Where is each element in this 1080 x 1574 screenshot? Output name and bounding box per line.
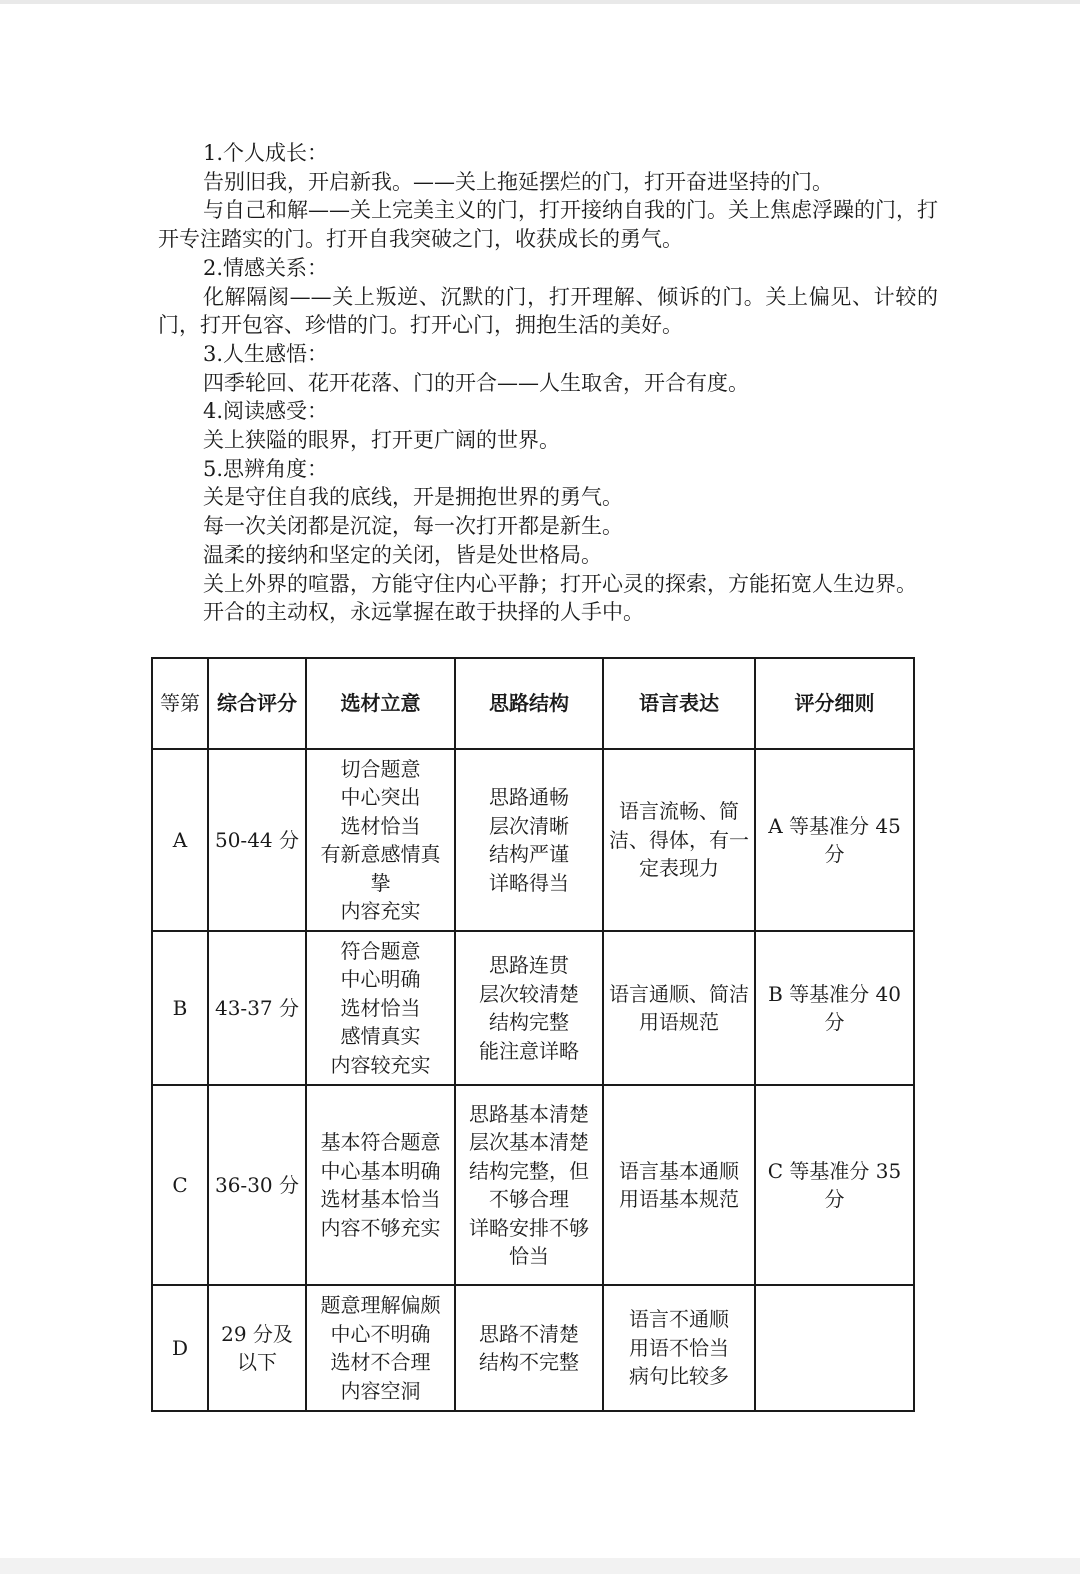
page-top-edge (0, 0, 1080, 4)
section-heading: 2.情感关系： (203, 255, 329, 280)
language-cell: 语言通顺、简洁 用语规范 (603, 931, 755, 1085)
table-header-row (152, 658, 914, 749)
text-line: 四季轮回、花开花落、门的开合——人生取舍，开合有度。 (203, 370, 749, 395)
rule-cell (755, 1285, 914, 1411)
grade-cell: C (152, 1085, 208, 1285)
rule-cell: A 等基准分 45 分 (755, 749, 914, 931)
structure-cell: 思路连贯 层次较清楚 结构完整 能注意详略 (455, 931, 603, 1085)
section-heading: 5.思辨角度： (203, 456, 329, 481)
score-cell: 50-44 分 (208, 749, 306, 931)
section-heading: 1.个人成长： (203, 141, 329, 165)
topic-cell: 题意理解偏颇 中心不明确 选材不合理 内容空洞 (306, 1285, 455, 1411)
header-language: 语言表达 (603, 658, 755, 749)
score-cell: 43-37 分 (208, 931, 306, 1085)
table-row (152, 1285, 914, 1411)
table-row (152, 1085, 914, 1285)
header-topic: 选材立意 (306, 658, 455, 749)
text-line: 关上外界的喧嚣，方能守住内心平静；打开心灵的探索，方能拓宽人生边界。 (203, 571, 917, 596)
section-heading: 4.阅读感受： (203, 399, 329, 424)
topic-cell: 切合题意 中心突出 选材恰当 有新意感情真挚 内容充实 (306, 749, 455, 931)
essay-guidance-text (158, 139, 938, 627)
header-rule: 评分细则 (755, 658, 914, 749)
rule-cell: B 等基准分 40 分 (755, 931, 914, 1085)
score-cell: 29 分及以下 (208, 1285, 306, 1411)
scoring-rubric-table (151, 657, 915, 1412)
text-line: 关上狭隘的眼界，打开更广阔的世界。 (203, 428, 560, 453)
page-bottom-edge (0, 1558, 1080, 1574)
text-line: 关是守住自我的底线，开是拥抱世界的勇气。 (203, 485, 623, 510)
rule-cell: C 等基准分 35 分 (755, 1085, 914, 1285)
text-line: 告别旧我，开启新我。——关上拖延摆烂的门，打开奋进坚持的门。 (203, 169, 833, 194)
table-row (152, 749, 914, 931)
topic-cell: 符合题意 中心明确 选材恰当 感情真实 内容较充实 (306, 931, 455, 1085)
header-grade: 等第 (152, 658, 208, 749)
grade-cell: D (152, 1285, 208, 1411)
text-line: 温柔的接纳和坚定的关闭，皆是处世格局。 (203, 542, 602, 567)
topic-cell: 基本符合题意 中心基本明确 选材基本恰当 内容不够充实 (306, 1085, 455, 1285)
structure-cell: 思路不清楚 结构不完整 (455, 1285, 603, 1411)
language-cell: 语言流畅、简洁、得体，有一定表现力 (603, 749, 755, 931)
structure-cell: 思路通畅 层次清晰 结构严谨 详略得当 (455, 749, 603, 931)
header-structure: 思路结构 (455, 658, 603, 749)
table-row (152, 931, 914, 1085)
language-cell: 语言基本通顺 用语基本规范 (603, 1085, 755, 1285)
grade-cell: B (152, 931, 208, 1085)
section-heading: 3.人生感悟： (203, 341, 329, 366)
text-paragraph: 化解隔阂——关上叛逆、沉默的门，打开理解、倾诉的门。关上偏见、计较的门，打开包容、珍惜的门。打开心门，拥抱生活的美好。 (158, 284, 938, 338)
score-cell: 36-30 分 (208, 1085, 306, 1285)
grade-cell: A (152, 749, 208, 931)
text-line: 开合的主动权，永远掌握在敢于抉择的人手中。 (203, 600, 644, 625)
text-paragraph: 与自己和解——关上完美主义的门，打开接纳自我的门。关上焦虑浮躁的门，打开专注踏实的门。打开自我突破之门，收获成长的勇气。 (158, 198, 938, 252)
language-cell: 语言不通顺 用语不恰当 病句比较多 (603, 1285, 755, 1411)
text-line: 每一次关闭都是沉淀，每一次打开都是新生。 (203, 514, 623, 539)
header-overall-score: 综合评分 (208, 658, 306, 749)
structure-cell: 思路基本清楚 层次基本清楚 结构完整，但不够合理 详略安排不够恰当 (455, 1085, 603, 1285)
